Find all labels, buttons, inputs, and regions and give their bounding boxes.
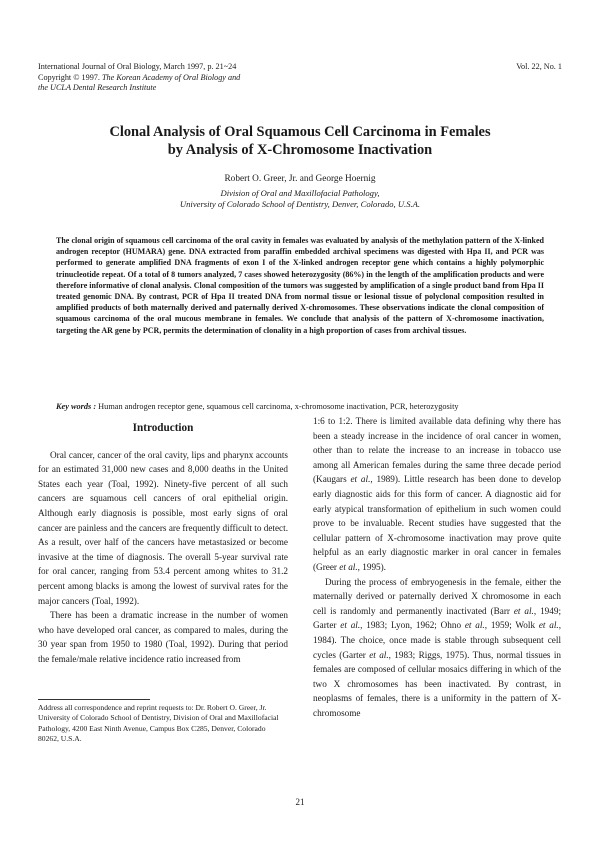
paper-title: [40, 123, 560, 159]
intro-paragraph-2: There has been a dramatic increase in the number of women who have developed oral cancer, as compared to males, during the 30 year span from 1950 to 1980 (Toal, 1992). During that period the female/male relative incidence ratio increased from: [38, 610, 288, 664]
section-heading-introduction: Introduction: [132, 422, 194, 434]
intro-paragraph-1: Oral cancer, cancer of the oral cavity, lips and pharynx accounts for an estimated 31,000 new cases and 8,000 deaths in the United States each year (Toal, 1992). Ninety-five percent of all such cancers are squamous cell cancers of oral epithelial origin. Although early diagnosis is possible, most early signs of oral cancer are painless and the cancers are frequently difficult to detect. As a result, over half of the cancers have metastasized or become invasive at the time of diagnosis. The overall 5-year survival rate for oral cancer, ranging from 53.4 percent among whites to 31.2 percent among blacks is among the lowest of survival rates for the major cancers (Toal, 1992).: [38, 449, 288, 606]
volume-label: Vol. 22, No. 1: [516, 62, 562, 71]
title-line-2: by Analysis of X-Chromosome Inactivation: [167, 142, 433, 158]
title-line-1: Clonal Analysis of Oral Squamous Cell Carcinoma in Females: [109, 124, 491, 140]
copyright-line: Copyright © 1997. The Korean Academy of Oral Biology and: [38, 72, 241, 82]
keywords: [56, 402, 544, 413]
right-paragraph-1: 1:6 to 1:2. There is limited available data defining why there has been a steady increase in the incidence of oral cancer in women, other than to relate the increase to an increase in tobacco use among all American females during the same three decade period (Kaugars et al., 1989). Little research has been done to develop early diagnostic aids for this form of cancer. A diagnostic aid for early atypical transformation of epithelium in such women could prove to be invaluable. Recent studies have suggested that the cellular pattern of X-chromosome inactivation may prove quite helpful as an early diagnostic marker in oral cancer in females (Greer et al., 1995).: [313, 416, 561, 572]
footnote-divider: [38, 699, 150, 700]
journal-info: [38, 62, 368, 94]
left-column: [38, 414, 288, 667]
copyright-line-3: the UCLA Dental Research Institute: [38, 83, 157, 93]
footnote-text: Address all correspondence and reprint requests to: Dr. Robert O. Greer, Jr. University of Colorado School of Dentistry, Division of Oral and Maxillofacial Pathology, 4200 East Ninth Avenue, Campus Box C285, Denver, Colorado 80262, U.S.A.: [38, 703, 279, 744]
affiliation: [40, 188, 560, 210]
keywords-label: Key words :: [56, 402, 97, 411]
abstract: The clonal origin of squamous cell carcinoma of the oral cavity in females was evaluated by analysis of the methylation pattern of the X-linked androgen receptor (HUMARA) gene. DNA extracted from paraffin embedded archival specimens was digested with Hpa II, and PCR was performed to generate amplified DNA fragments of exon I of the X-linked androgen receptor gene which contains a highly polymorphic trinucleotide repeat. Of a total of 8 tumors analyzed, 7 cases showed heterozygosity (86%) in the length of the amplification products and were therefore informative of clonal analysis. Clonal composition of the tumors was suggested by amplification of a single product band from Hpa II treated genomic DNA. By contrast, PCR of Hpa II treated DNA from normal tissue or lesional tissue of polyclonal composition resulted in amplified products of both maternally derived and paternally derived X-chromosomes. These observations indicate the clonal composition of squamous carcinoma of the oral mucous membrane in females. We conclude that analysis of the pattern of X-chromosome inactivation, targeting the AR gene by PCR, permits the determination of clonality in a high proportion of cases from archival tissues.: [56, 236, 544, 335]
keywords-text: Human androgen receptor gene, squamous cell carcinoma, x-chromosome inactivation, PCR, heterozygosity: [96, 402, 459, 411]
page-number: 21: [295, 797, 305, 807]
right-paragraph-2: During the process of embryogenesis in the female, either the maternally derived or paternally derived X chromosome in each cell is randomly and permanently inactivated (Barr et al., 1949; Garter et al., 1983; Lyon, 1962; Ohno et al., 1959; Wolk et al., 1984). The choice, once made is stable through subsequent cell cycles (Garter et al., 1983; Riggs, 1975). Thus, normal tissues in females are composed of cellular mosaics differing in which of the two X chromosomes has been inactivated. By contrast, in neoplasms of females, there is a uniformity in the pattern of X-chromosome: [313, 576, 562, 718]
affiliation-line-1: Division of Oral and Maxillofacial Pathology,: [220, 188, 380, 198]
authors: Robert O. Greer, Jr. and George Hoernig: [224, 174, 376, 184]
correspondence-footnote: [38, 703, 286, 745]
journal-line: International Journal of Oral Biology, March 1997, p. 21~24: [38, 62, 237, 71]
right-column: [313, 414, 561, 720]
affiliation-line-2: University of Colorado School of Dentistry, Denver, Colorado, U.S.A.: [179, 199, 421, 209]
